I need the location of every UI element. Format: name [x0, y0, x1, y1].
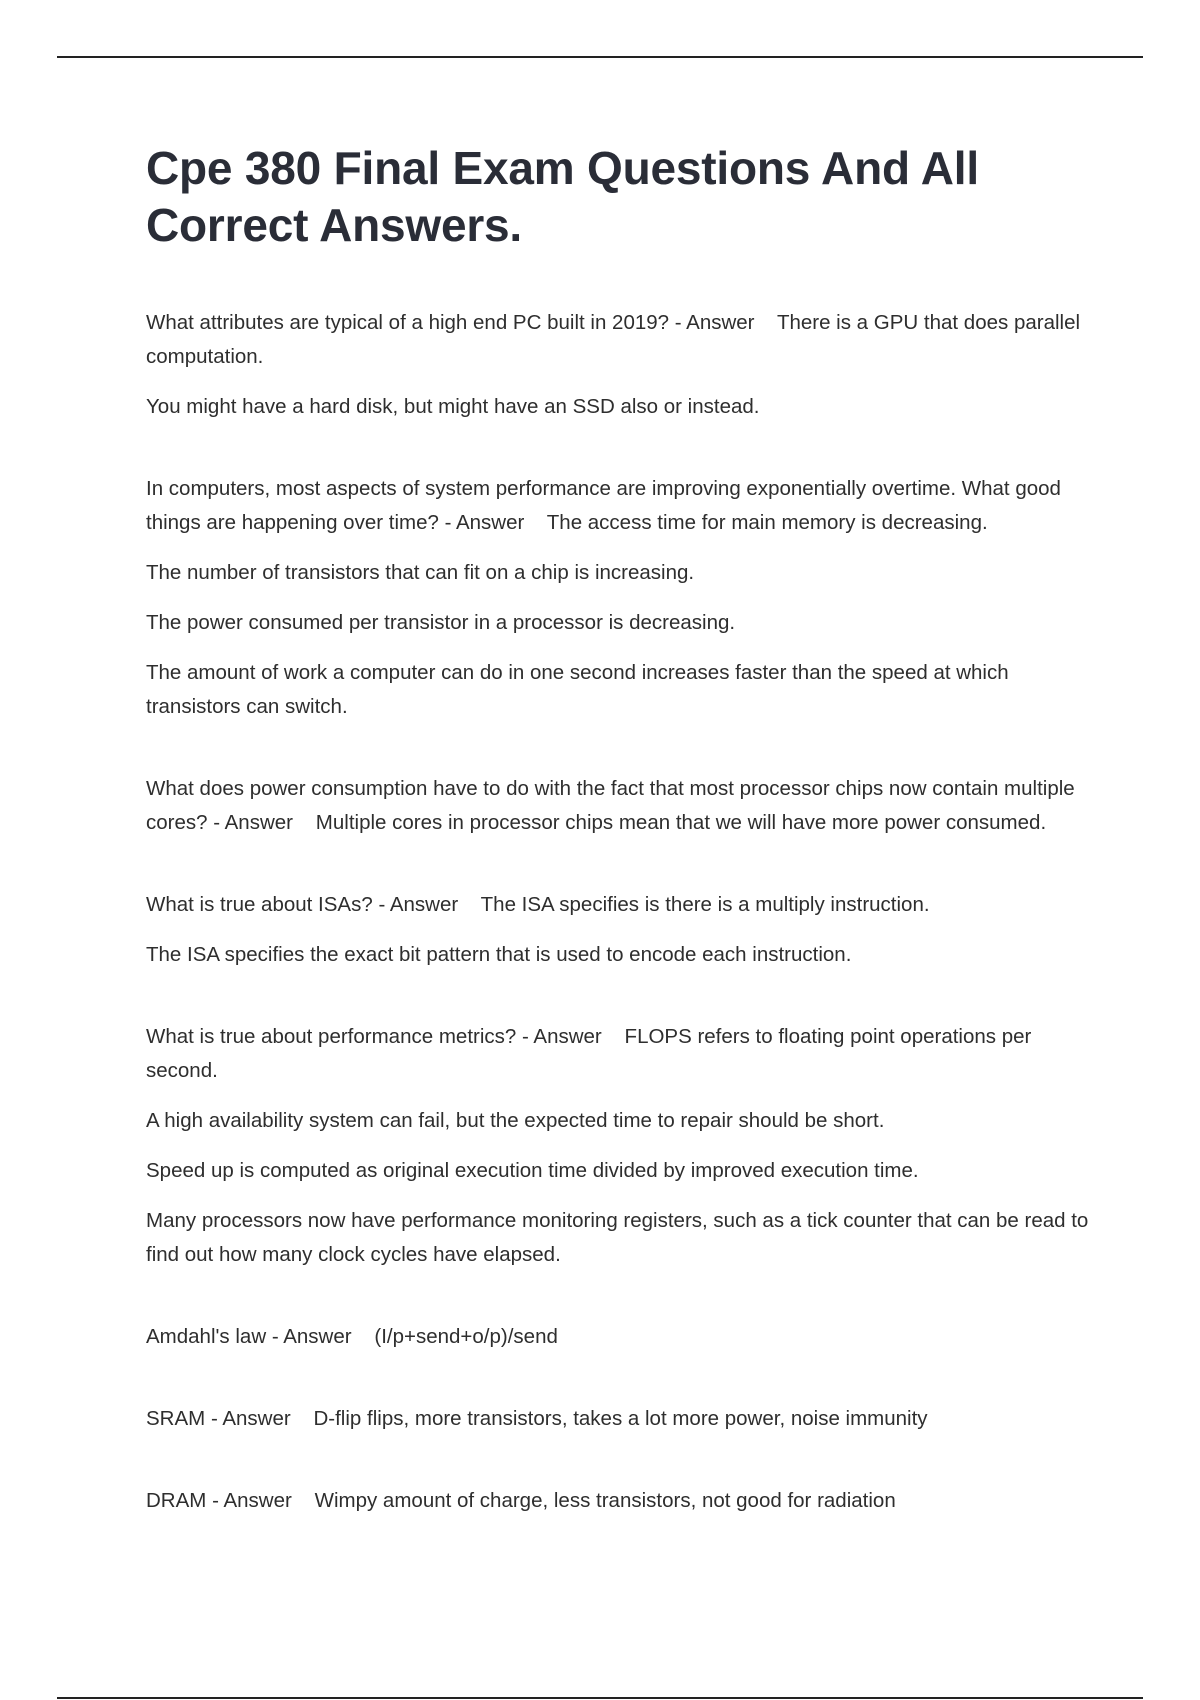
- answer-line: The ISA specifies the exact bit pattern that is used to encode each instruction.: [146, 943, 852, 966]
- qa-question-line: [146, 1402, 1096, 1436]
- qa-question-line: [146, 1020, 1096, 1088]
- answer-label: - Answer: [522, 1025, 602, 1048]
- qa-item: [146, 888, 1096, 972]
- page-title: Cpe 380 Final Exam Questions And All Correct Answers.: [146, 142, 979, 251]
- answer-label: - Answer: [213, 811, 293, 834]
- qa-item: [146, 1402, 1096, 1436]
- qa-item: [146, 472, 1096, 724]
- top-rule: [57, 56, 1143, 58]
- question-text: SRAM: [146, 1407, 206, 1430]
- answer-text: The access time for main memory is decreasing.: [546, 511, 988, 534]
- question-text: In computers, most aspects of system performance are improving exponentially overtime. What good things are happening over time?: [146, 477, 1061, 534]
- qa-item: [146, 1484, 1096, 1518]
- qa-question-line: [146, 772, 1096, 840]
- qa-question-line: [146, 306, 1096, 374]
- question-text: What is true about ISAs?: [146, 893, 373, 916]
- qa-question-line: [146, 472, 1096, 540]
- answer-text: FLOPS refers to floating point operations per second.: [146, 1025, 1032, 1082]
- answer-line: The power consumed per transistor in a processor is decreasing.: [146, 611, 736, 634]
- question-text: Amdahl's law: [146, 1325, 267, 1348]
- answer-label: - Answer: [444, 511, 525, 534]
- answer-label: - Answer: [212, 1489, 292, 1512]
- answer-text: (I/p+send+o/p)/send: [374, 1325, 558, 1348]
- answer-line: The amount of work a computer can do in one second increases faster than the speed at which transistors can switch.: [146, 661, 1009, 718]
- bottom-rule: [57, 1697, 1143, 1699]
- qa-question-line: [146, 1320, 1096, 1354]
- question-text: DRAM: [146, 1489, 207, 1512]
- answer-line: You might have a hard disk, but might have an SSD also or instead.: [146, 395, 760, 418]
- qa-question-line: [146, 888, 1096, 922]
- answer-label: - Answer: [674, 311, 755, 334]
- answer-text: D-flip flips, more transistors, takes a lot more power, noise immunity: [313, 1407, 928, 1430]
- qa-item: [146, 1020, 1096, 1272]
- question-text: What does power consumption have to do with the fact that most processor chips now contain multiple cores?: [146, 777, 1075, 834]
- answer-label: - Answer: [210, 1407, 291, 1430]
- answer-line: A high availability system can fail, but the expected time to repair should be short.: [146, 1109, 885, 1132]
- qa-question-line: [146, 1484, 1096, 1518]
- qa-item: [146, 772, 1096, 840]
- answer-label: - Answer: [271, 1325, 352, 1348]
- answer-line: Speed up is computed as original execution time divided by improved execution time.: [146, 1159, 919, 1182]
- answer-text: Multiple cores in processor chips mean that we will have more power consumed.: [315, 811, 1047, 834]
- answer-text: The ISA specifies is there is a multiply instruction.: [480, 893, 930, 916]
- qa-item: [146, 1320, 1096, 1354]
- answer-label: - Answer: [378, 893, 459, 916]
- question-text: What attributes are typical of a high end PC built in 2019?: [146, 311, 670, 334]
- qa-item: [146, 306, 1096, 424]
- answer-line: Many processors now have performance monitoring registers, such as a tick counter that can be read to find out how many clock cycles have elapsed.: [146, 1209, 1089, 1266]
- answer-text: Wimpy amount of charge, less transistors, not good for radiation: [314, 1489, 896, 1512]
- answer-text: There is a GPU that does parallel computation.: [146, 311, 1081, 368]
- question-text: What is true about performance metrics?: [146, 1025, 517, 1048]
- answer-line: The number of transistors that can fit on a chip is increasing.: [146, 561, 695, 584]
- document-body: [146, 140, 1096, 1566]
